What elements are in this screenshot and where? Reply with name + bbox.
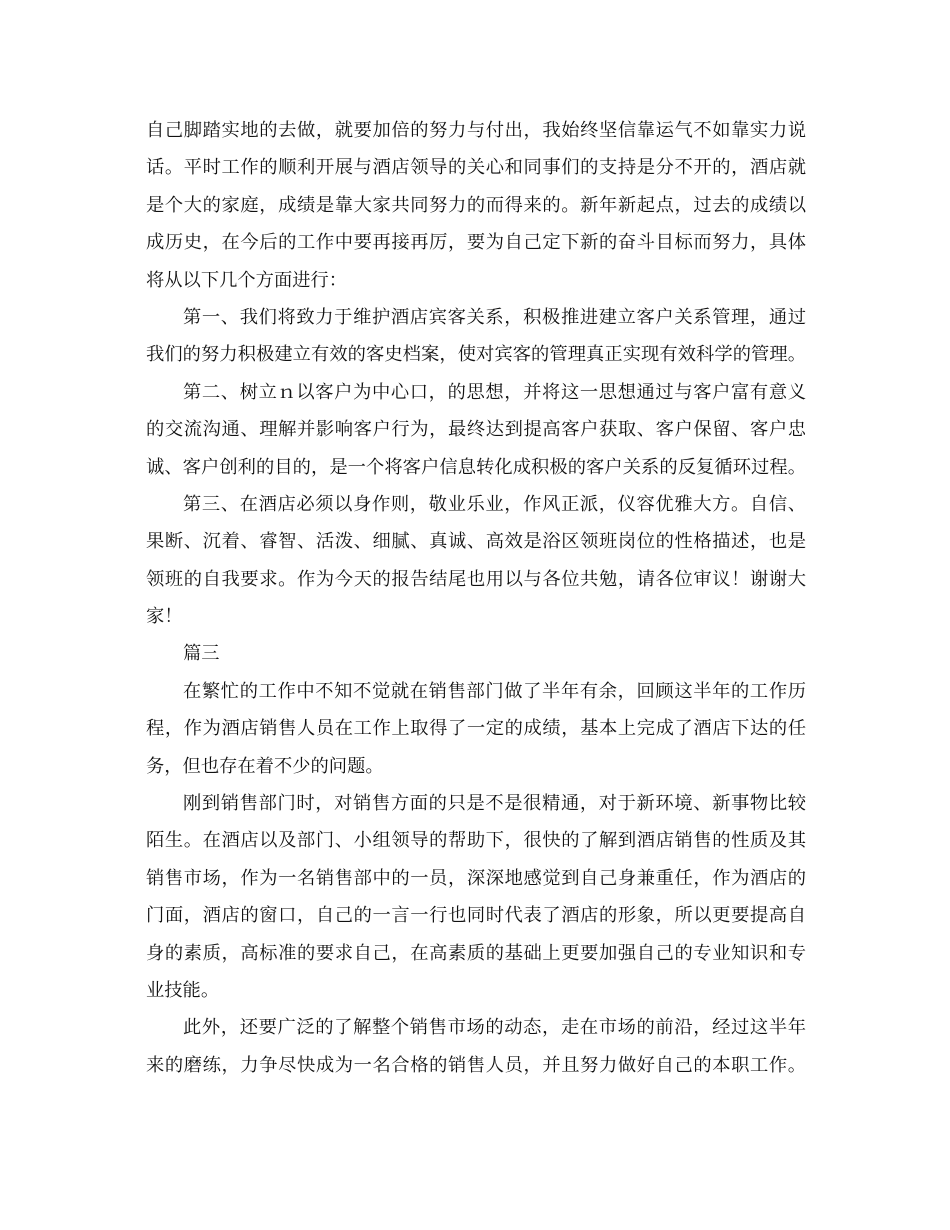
text-line: 将从以下几个方面进行： [146, 269, 348, 291]
text-line: 领班的自我要求。作为今天的报告结尾也用以与各位共勉，请各位审议！谢谢大 [146, 568, 806, 590]
text-line: 门面，酒店的窗口，自己的一言一行也同时代表了酒店的形象，所以更要提高自 [146, 905, 806, 927]
text-line: 第二、树立ｎ以客户为中心口，的思想，并将这一思想通过与客户富有意义 [183, 381, 806, 403]
text-line: 第一、我们将致力于维护酒店宾客关系，积极推进建立客户关系管理，通过 [183, 306, 806, 328]
text-line: 业技能。 [146, 979, 220, 1001]
text-line: 务，但也存在着不少的问题。 [146, 755, 384, 777]
text-line: 话。平时工作的顺利开展与酒店领导的关心和同事们的支持是分不开的，酒店就 [146, 157, 806, 179]
section-heading: 篇三 [183, 643, 220, 665]
text-line: 果断、沉着、睿智、活泼、细腻、真诚、高效是浴区领班岗位的性格描述，也是 [146, 531, 806, 553]
text-line: 自己脚踏实地的去做，就要加倍的努力与付出，我始终坚信靠运气不如靠实力说 [146, 120, 806, 141]
text-line: 身的素质，高标准的要求自己，在高素质的基础上更要加强自己的专业知识和专 [146, 942, 806, 964]
text-line: 是个大的家庭，成绩是靠大家共同努力的而得来的。新年新起点，过去的成绩以 [146, 194, 806, 216]
text-line: 来的磨练，力争尽快成为一名合格的销售人员，并且努力做好自己的本职工作。 [146, 1054, 806, 1076]
text-line: 诚、客户创利的目的，是一个将客户信息转化成积极的客户关系的反复循环过程。 [146, 456, 806, 478]
text-line: 在繁忙的工作中不知不觉就在销售部门做了半年有余，回顾这半年的工作历 [183, 680, 806, 702]
text-line: 刚到销售部门时，对销售方面的只是不是很精通，对于新环境、新事物比较 [183, 793, 806, 815]
text-line: 第三、在酒店必须以身作则，敬业乐业，作风正派，仪容优雅大方。自信、 [183, 493, 806, 515]
text-line: 销售市场，作为一名销售部中的一员，深深地感觉到自己身兼重任，作为酒店的 [146, 867, 806, 889]
text-line: 程，作为酒店销售人员在工作上取得了一定的成绩，基本上完成了酒店下达的任 [146, 718, 806, 740]
text-line: 我们的努力积极建立有效的客史档案，使对宾客的管理真正实现有效科学的管理。 [146, 344, 806, 366]
text-line: 的交流沟通、理解并影响客户行为，最终达到提高客户获取、客户保留、客户忠 [146, 419, 806, 441]
text-line: 此外，还要广泛的了解整个销售市场的动态，走在市场的前沿，经过这半年 [183, 1017, 806, 1039]
document-body [146, 112, 806, 1084]
text-line: 陌生。在酒店以及部门、小组领导的帮助下，很快的了解到酒店销售的性质及其 [146, 830, 806, 852]
text-line: 家！ [146, 606, 183, 628]
text-line: 成历史，在今后的工作中要再接再厉，要为自己定下新的奋斗目标而努力，具体 [146, 232, 806, 254]
